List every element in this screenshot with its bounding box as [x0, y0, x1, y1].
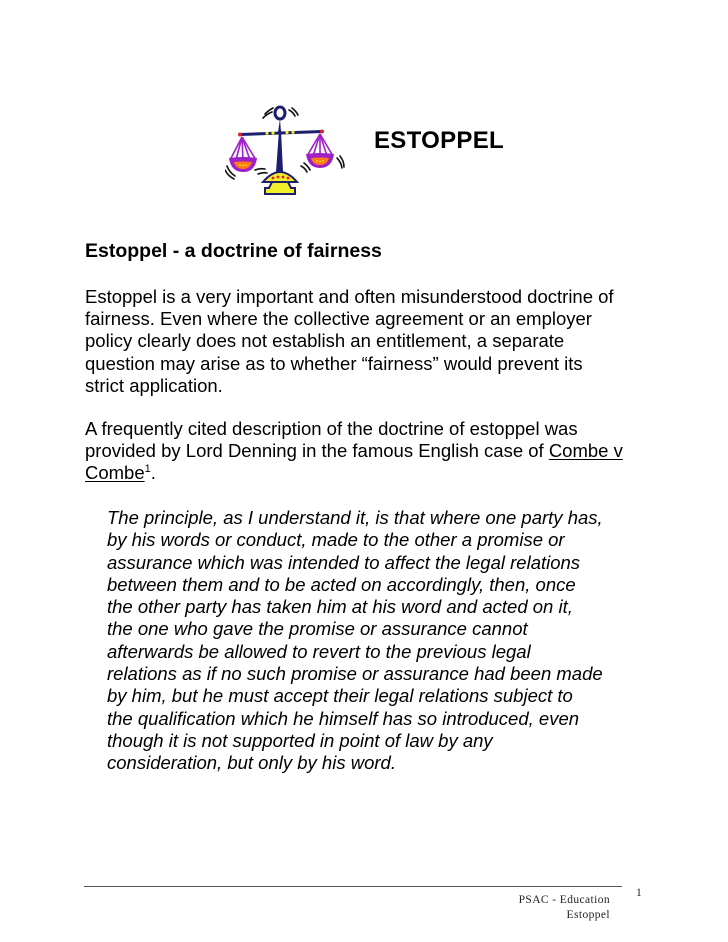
paragraph-text: provided by Lord Denning in the famous English case of	[85, 440, 549, 462]
quote-line: assurance which was intended to affect the legal relations	[107, 551, 581, 573]
footer-divider	[84, 886, 622, 887]
intro-paragraph	[85, 286, 655, 397]
footnote-reference[interactable]: 1	[144, 463, 151, 476]
denning-quote	[107, 507, 637, 775]
paragraph-line	[85, 462, 655, 484]
paragraph-line: strict application.	[85, 374, 223, 396]
paragraph-line: A frequently cited description of the doctrine of estoppel was	[85, 418, 578, 439]
quote-line: consideration, but only by his word.	[107, 752, 396, 774]
case-citation-link[interactable]: Combe	[85, 462, 145, 484]
quote-line: the one who gave the promise or assurance cannot	[107, 618, 528, 640]
footer-text	[519, 893, 610, 923]
quote-line: by his words or conduct, made to the other a promise or	[107, 529, 565, 551]
page-number: 1	[636, 887, 642, 899]
footer-document-name: Estoppel	[566, 909, 610, 921]
paragraph-line	[85, 440, 655, 462]
paragraph-line: Estoppel is a very important and often misunderstood doctrine of	[85, 286, 614, 307]
quote-line: the other party has taken him at his word and acted on it,	[107, 596, 573, 618]
paragraph-line: question may arise as to whether “fairness” would prevent its	[85, 352, 583, 374]
quote-line: afterwards be allowed to revert to the previous legal	[107, 640, 531, 662]
footer-organization: PSAC - Education	[518, 894, 610, 906]
paragraph-line: policy clearly does not establish an entitlement, a separate	[85, 330, 565, 352]
quote-line: the qualification which he himself has so introduced, even	[107, 707, 580, 729]
quote-line: by him, but he must accept their legal relations subject to	[107, 685, 573, 707]
paragraph-text: .	[150, 462, 156, 484]
scales-of-justice-icon	[225, 100, 345, 200]
quote-line: between them and to be acted on accordingly, then, once	[107, 573, 576, 595]
document-title: ESTOPPEL	[374, 127, 504, 154]
quote-line: though it is not supported in point of law by any	[107, 729, 493, 751]
paragraph-line: fairness. Even where the collective agreement or an employer	[85, 308, 592, 330]
section-heading: Estoppel - a doctrine of fairness	[85, 240, 382, 262]
quote-line: The principle, as I understand it, is that where one party has,	[107, 507, 603, 528]
quote-line: relations as if no such promise or assurance had been made	[107, 663, 603, 685]
denning-paragraph	[85, 418, 655, 485]
case-citation-link[interactable]: Combe v	[548, 440, 623, 462]
